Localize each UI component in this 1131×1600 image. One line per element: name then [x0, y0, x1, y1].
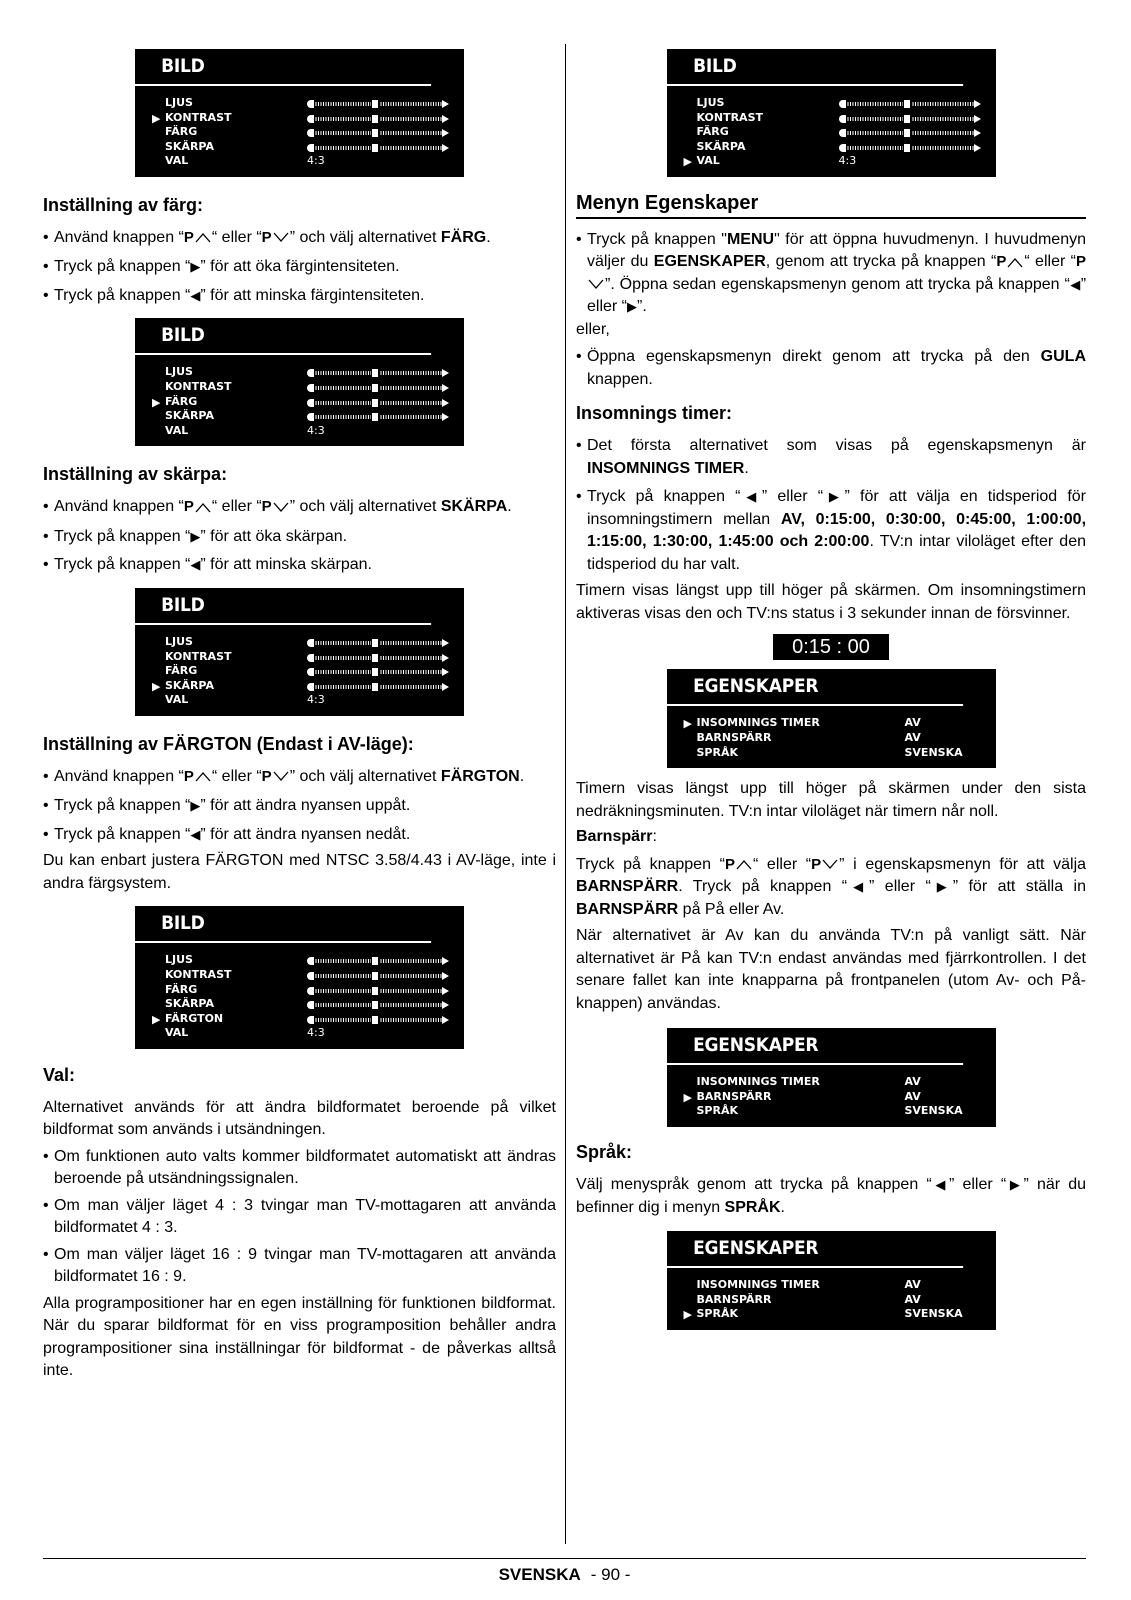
osd-menu-title: BILD [667, 49, 963, 86]
timer-bullet-1: • Det första alternativet som visas på egenskapsmenyn är INSOMNINGS TIMER. [576, 437, 1086, 477]
osd-row-label: SPRÅK [696, 1307, 738, 1321]
osd-slider [839, 115, 981, 123]
left-arrow-icon: ◀ [190, 287, 201, 303]
osd-row-label: VAL [165, 423, 189, 437]
left-arrow-icon: ◀ [931, 1177, 950, 1193]
osd-row-value: AV [904, 716, 921, 730]
osd-slider [307, 683, 449, 691]
fargton-heading: Inställning av FÄRGTON (Endast i AV-läge): [43, 733, 414, 754]
osd-slider [307, 1001, 449, 1009]
chevron-up-icon [194, 502, 212, 513]
sleep-timer-display: 0:15 : 00 [773, 634, 889, 660]
chevron-down-icon [821, 859, 839, 870]
chevron-down-icon [272, 502, 290, 513]
osd-row-farg [697, 125, 996, 140]
chevron-up-icon [1006, 257, 1024, 268]
osd-slider [307, 987, 449, 995]
left-arrow-icon: ◀ [847, 879, 870, 895]
osd-slider [307, 972, 449, 980]
left-arrow-icon: ◀ [1069, 276, 1081, 292]
osd-row-label: SKÄRPA [165, 678, 214, 692]
osd-row-label: FÄRG [165, 982, 198, 996]
timer-bullet-2: • Tryck på knappen “◀” eller “▶” för att välja en tidsperiod för insomningstimern mellan AV, 0:15:00, 0:30:00, 0:45:00, 1:00:00, 1:15:00, 1:30:00, 1:45:00 och 2:00:00. TV:n intar viloläget efter den tidsperiod du har valt. [576, 488, 1087, 573]
right-column [576, 40, 1086, 1330]
osd-row-value: 4:3 [307, 1026, 325, 1040]
selection-arrow-icon: ▶ [683, 155, 692, 169]
osd-row-label: KONTRAST [165, 380, 232, 394]
egenskaper-menu-screenshot [667, 1028, 996, 1127]
osd-row-label: KONTRAST [165, 110, 232, 124]
osd-row-farg [165, 125, 464, 140]
fargton-note: Du kan enbart justera FÄRGTON med NTSC 3.58/4.43 i AV-läge, inte i andra färgsystem. [43, 852, 556, 892]
osd-row-label: FÄRG [165, 664, 198, 678]
osd-row-label: SKÄRPA [165, 139, 214, 153]
val-paragraph-2: Alla programpositioner har en egen inställning för funktionen bildformat. När du sparar bildformat för en viss programposition behåller andra programpositioner sina inställningar för bildformat - de påverkas alltså inte. [43, 1294, 556, 1380]
osd-row-skarpa [152, 678, 464, 694]
osd-slider [307, 144, 449, 152]
osd-row-value: AV [904, 1278, 921, 1292]
eller-text: eller, [576, 320, 610, 338]
osd-row-farg [152, 394, 464, 410]
sprak-heading: Språk: [576, 1142, 633, 1163]
osd-row-kontrast [152, 110, 464, 126]
osd-row-val [165, 1026, 464, 1041]
osd-row-ljus [165, 635, 464, 650]
osd-row-label: VAL [165, 154, 189, 168]
val-heading: Val: [43, 1064, 76, 1085]
osd-menu-title: BILD [135, 906, 431, 943]
osd-row-barnsparr [697, 731, 996, 746]
osd-row-label: FÄRG [696, 125, 729, 139]
osd-slider [839, 144, 981, 152]
osd-slider [307, 129, 449, 137]
timer-heading: Insomnings timer: [576, 403, 733, 424]
osd-row-barnsparr [697, 1293, 996, 1308]
osd-row-skarpa [165, 140, 464, 155]
osd-row-ljus [165, 365, 464, 380]
skarpa-bullet-1: • Använd knappen “P “ eller “P ” och välj alternativet SKÄRPA. [43, 498, 512, 516]
osd-row-label: SPRÅK [696, 745, 738, 759]
osd-row-val [683, 154, 996, 169]
osd-row-label: VAL [165, 1026, 189, 1040]
osd-row-sprak [697, 746, 996, 761]
osd-row-kontrast [165, 380, 464, 395]
osd-menu-title: EGENSKAPER [667, 669, 963, 706]
osd-row-label: SKÄRPA [165, 997, 214, 1011]
osd-slider [307, 369, 449, 377]
sprak-paragraph: Välj menyspråk genom att trycka på knappen “◀” eller “▶” när du befinner dig i menyn SPRÅK. [576, 1176, 1087, 1216]
osd-slider [307, 100, 449, 108]
osd-row-value: 4:3 [307, 154, 325, 168]
farg-bullet-2: • Tryck på knappen “▶” för att öka färgintensiteten. [43, 258, 400, 276]
osd-slider [307, 413, 449, 421]
menu-egenskaper-heading: Menyn Egenskaper [576, 192, 1086, 219]
menu-bullet-2: • Öppna egenskapsmenyn direkt genom att trycka på den GULA knappen. [576, 348, 1086, 388]
osd-row-label: LJUS [696, 96, 725, 109]
osd-row-label: INSOMNINGS TIMER [696, 1278, 820, 1292]
osd-row-farg [165, 664, 464, 679]
val-bullet-1: • Om funktionen auto valts kommer bildformatet automatiskt att ändras beroende på utsändningssignalen. [43, 1147, 556, 1188]
osd-row-value: AV [904, 731, 921, 745]
osd-row-skarpa [697, 140, 996, 155]
right-arrow-icon: ▶ [190, 528, 201, 544]
egenskaper-menu-screenshot [667, 1231, 996, 1330]
bild-menu-screenshot [135, 588, 464, 716]
osd-row-label: LJUS [165, 96, 193, 109]
osd-row-label: LJUS [165, 634, 193, 648]
osd-slider [307, 639, 449, 647]
osd-row-label: KONTRAST [165, 968, 232, 981]
osd-row-kontrast [697, 111, 996, 126]
selection-arrow-icon: ▶ [152, 1012, 161, 1026]
osd-row-label: VAL [696, 154, 720, 168]
osd-row-label: INSOMNINGS TIMER [696, 716, 820, 730]
osd-row-fargton [152, 1011, 464, 1027]
osd-row-val [165, 154, 464, 169]
osd-row-kontrast [165, 650, 464, 665]
barnsparr-paragraph-2: När alternativet är Av kan du använda TV:n på vanligt sätt. När alternativet är På kan TV:n endast användas med fjärrkontrollen. I det senare fallet kan inte knapparna på frontpanelen (utom Av- och På-knappen) användas. [576, 927, 1086, 1012]
osd-row-ljus [697, 96, 996, 111]
right-arrow-icon: ▶ [1006, 1177, 1024, 1193]
osd-menu-title: BILD [135, 318, 431, 355]
osd-row-value: 4:3 [307, 423, 325, 437]
bild-menu-screenshot [135, 906, 464, 1049]
footer-rule [43, 1558, 1086, 1559]
osd-row-barnsparr [683, 1089, 996, 1105]
osd-slider [307, 1016, 449, 1024]
osd-row-label: BARNSPÄRR [696, 731, 772, 745]
left-arrow-icon: ◀ [190, 826, 201, 842]
osd-slider [307, 115, 449, 123]
egenskaper-menu-screenshot [667, 669, 996, 768]
osd-menu-title: BILD [135, 49, 431, 86]
osd-row-value: 4:3 [307, 693, 325, 707]
bild-menu-screenshot [667, 49, 996, 177]
val-paragraph-1: Alternativet används för att ändra bildformatet beroende på vilket bildformat som används i utsändningen. [43, 1098, 556, 1139]
osd-row-label: FÄRGTON [165, 1011, 224, 1025]
chevron-down-icon [587, 279, 605, 290]
osd-row-skarpa [165, 409, 464, 424]
osd-menu-title: EGENSKAPER [667, 1028, 963, 1065]
osd-row-label: LJUS [165, 365, 193, 379]
selection-arrow-icon: ▶ [683, 717, 692, 731]
chevron-down-icon [272, 771, 290, 782]
osd-row-label: SPRÅK [696, 1104, 738, 1118]
osd-row-label: FÄRG [165, 394, 198, 408]
barnsparr-paragraph-1: Tryck på knappen “P “ eller “P ” i egenskapsmenyn för att välja BARNSPÄRR. Tryck på knappen “◀” eller “▶” för att ställa in BARNSPÄRR på På eller Av. [576, 855, 1087, 918]
osd-row-label: VAL [165, 693, 189, 707]
chevron-up-icon [194, 232, 212, 243]
timer-paragraph-2: Timern visas längst upp till höger på skärmen under den sista nedräkningsminuten. TV:n intar viloläget när timern når noll. [576, 780, 1086, 820]
osd-row-value: 4:3 [838, 154, 857, 168]
page-footer [43, 1565, 1086, 1585]
val-bullet-3: • Om man väljer läget 16 : 9 tvingar man TV-mottagaren att använda bildformatet 16 : 9. [43, 1245, 556, 1286]
osd-row-skarpa [165, 997, 464, 1012]
bild-menu-screenshot [135, 318, 464, 446]
chevron-up-icon [194, 771, 212, 782]
right-arrow-icon: ▶ [930, 879, 953, 895]
left-column [43, 40, 556, 1383]
osd-row-label: SKÄRPA [696, 139, 746, 153]
osd-row-label: KONTRAST [165, 649, 232, 663]
osd-row-label: SKÄRPA [165, 409, 214, 423]
osd-slider [307, 399, 449, 407]
osd-slider [839, 129, 981, 137]
osd-row-label: KONTRAST [696, 110, 763, 124]
osd-row-label: BARNSPÄRR [696, 1292, 772, 1306]
fargton-bullet-2: • Tryck på knappen “▶” för att ändra nyansen uppåt. [43, 797, 411, 815]
barnsparr-heading: Barnspärr: [576, 828, 657, 846]
osd-row-ljus [165, 96, 464, 111]
farg-bullet-1: • Använd knappen “P “ eller “P ” och välj alternativet FÄRG. [43, 228, 491, 246]
left-arrow-icon: ◀ [740, 489, 762, 505]
selection-arrow-icon: ▶ [152, 395, 161, 409]
bild-menu-screenshot [135, 49, 464, 177]
fargton-bullet-3: • Tryck på knappen “◀” för att ändra nyansen nedåt. [43, 825, 411, 843]
right-arrow-icon: ▶ [823, 489, 845, 505]
osd-row-label: FÄRG [165, 125, 198, 139]
skarpa-bullet-2: • Tryck på knappen “▶” för att öka skärpan. [43, 527, 348, 545]
selection-arrow-icon: ▶ [683, 1308, 692, 1322]
selection-arrow-icon: ▶ [683, 1090, 692, 1104]
osd-row-sprak [697, 1104, 996, 1119]
osd-row-value: AV [904, 1292, 921, 1306]
farg-heading: Inställning av färg: [43, 194, 204, 215]
osd-row-farg [165, 983, 464, 998]
footer-language: SVENSKA [498, 1565, 581, 1584]
osd-slider [307, 668, 449, 676]
farg-bullet-3: • Tryck på knappen “◀” för att minska färgintensiteten. [43, 286, 425, 304]
osd-row-value: AV [904, 1089, 921, 1103]
osd-row-value: SVENSKA [904, 1104, 963, 1118]
chevron-up-icon [735, 859, 753, 870]
osd-slider [307, 654, 449, 662]
column-divider [565, 44, 566, 1544]
right-arrow-icon: ▶ [190, 259, 201, 275]
osd-menu-title: BILD [135, 588, 431, 625]
timer-paragraph-1: Timern visas längst upp till höger på skärmen. Om insomningstimern aktiveras visas den och TV:ns status i 3 sekunder innan de försvinner. [576, 582, 1086, 622]
osd-slider [307, 957, 449, 965]
page-number: - 90 - [590, 1565, 631, 1584]
osd-menu-title: EGENSKAPER [667, 1231, 963, 1268]
right-arrow-icon: ▶ [627, 299, 638, 315]
osd-row-label: INSOMNINGS TIMER [696, 1075, 820, 1089]
osd-row-timer [697, 1278, 996, 1293]
osd-row-kontrast [165, 968, 464, 983]
val-bullet-2: • Om man väljer läget 4 : 3 tvingar man TV-mottagaren att använda bildformatet 4 : 3. [43, 1196, 556, 1237]
osd-slider [307, 384, 449, 392]
osd-slider [839, 100, 981, 108]
osd-row-ljus [165, 953, 464, 968]
osd-row-val [165, 693, 464, 708]
fargton-bullet-1: • Använd knappen “P “ eller “P ” och välj alternativet FÄRGTON. [43, 767, 525, 785]
left-arrow-icon: ◀ [190, 557, 201, 573]
selection-arrow-icon: ▶ [152, 111, 161, 125]
osd-row-value: SVENSKA [904, 745, 963, 759]
osd-row-value: SVENSKA [904, 1307, 963, 1321]
osd-row-timer [683, 716, 996, 731]
skarpa-bullet-3: • Tryck på knappen “◀” för att minska skärpan. [43, 556, 372, 574]
osd-row-value: AV [904, 1075, 921, 1089]
right-arrow-icon: ▶ [190, 798, 201, 814]
selection-arrow-icon: ▶ [152, 679, 161, 693]
osd-row-label: BARNSPÄRR [696, 1089, 772, 1103]
skarpa-heading: Inställning av skärpa: [43, 464, 228, 485]
osd-row-timer [697, 1075, 996, 1090]
chevron-down-icon [272, 232, 290, 243]
osd-row-label: LJUS [165, 953, 193, 967]
osd-row-sprak [683, 1307, 996, 1322]
menu-bullet-1: • Tryck på knappen "MENU" för att öppna huvudmenyn. I huvudmenyn väljer du EGENSKAPER, genom att trycka på knappen “P “ eller “P”. Öppna sedan egenskapsmenyn genom att trycka på knappen “◀” eller “▶”. [576, 230, 1087, 316]
osd-row-val [165, 424, 464, 439]
